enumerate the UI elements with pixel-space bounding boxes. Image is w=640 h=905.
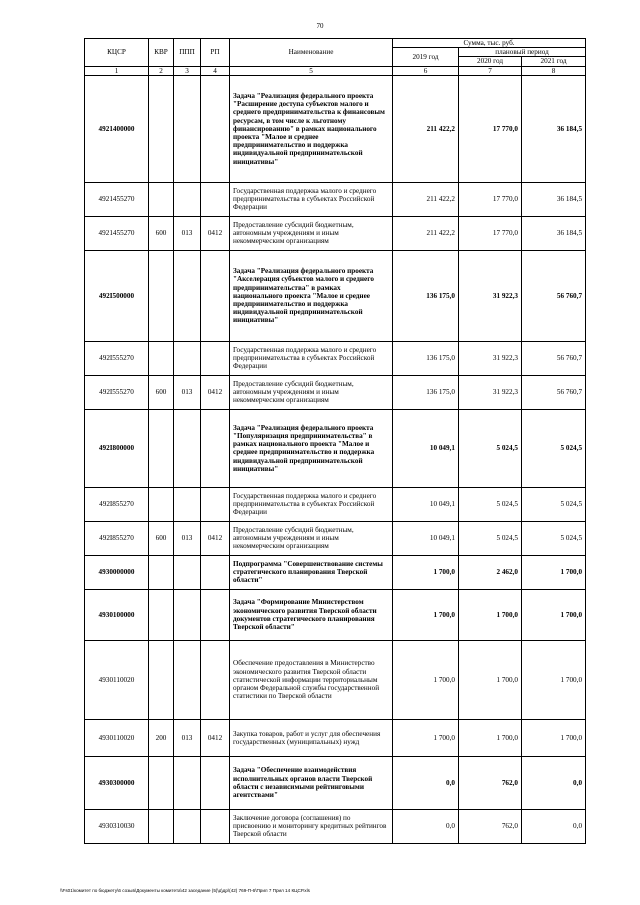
cell-v2021: 56 760,7: [522, 250, 586, 341]
cell-kcsr: 4930300000: [85, 756, 149, 809]
cell-ppp: [174, 341, 201, 375]
cell-rp: 0412: [201, 719, 230, 756]
table-row: [85, 487, 586, 521]
cell-kcsr: 492I500000: [85, 250, 149, 341]
header-kvr: КВР: [149, 39, 174, 67]
cell-kvr: [149, 341, 174, 375]
cell-v2019: 136 175,0: [393, 341, 459, 375]
cell-v2019: 10 049,1: [393, 487, 459, 521]
cell-name: Предоставление субсидий бюджетным, автономным учреждениям и иным некоммерческим организациям: [230, 216, 393, 250]
cell-kvr: 600: [149, 375, 174, 409]
cell-v2019: 0,0: [393, 756, 459, 809]
table-row: [85, 409, 586, 487]
cell-v2021: 1 700,0: [522, 555, 586, 589]
cell-v2019: 136 175,0: [393, 250, 459, 341]
table-row: [85, 719, 586, 756]
cell-kvr: 600: [149, 521, 174, 555]
cell-name: Задача "Формирование Министерством экономического развития Тверской области документов стратегического планирования Тверской области": [230, 589, 393, 640]
table-row: [85, 182, 586, 216]
col-num-4: 4: [201, 66, 230, 75]
cell-v2020: 5 024,5: [459, 487, 522, 521]
cell-rp: [201, 487, 230, 521]
cell-kcsr: 4921455270: [85, 182, 149, 216]
cell-kvr: [149, 75, 174, 182]
cell-kcsr: 4921400000: [85, 75, 149, 182]
cell-v2020: 1 700,0: [459, 589, 522, 640]
cell-rp: [201, 555, 230, 589]
cell-kcsr: 4930000000: [85, 555, 149, 589]
cell-v2019: 211 422,2: [393, 216, 459, 250]
cell-ppp: [174, 589, 201, 640]
col-num-2: 2: [149, 66, 174, 75]
cell-rp: [201, 409, 230, 487]
table-row: [85, 216, 586, 250]
cell-v2019: 136 175,0: [393, 375, 459, 409]
cell-name: Заключение договора (соглашения) по присвоению и мониторингу кредитных рейтингов Тверской области: [230, 809, 393, 843]
cell-ppp: [174, 75, 201, 182]
cell-kcsr: 492I555270: [85, 375, 149, 409]
cell-kcsr: 492I555270: [85, 341, 149, 375]
cell-v2019: 211 422,2: [393, 75, 459, 182]
cell-ppp: [174, 250, 201, 341]
cell-name: Государственная поддержка малого и среднего предпринимательства в субъектах Российской Федерации: [230, 487, 393, 521]
cell-v2021: 36 184,5: [522, 75, 586, 182]
cell-kvr: [149, 640, 174, 719]
file-path-footer: \\Fs01\комитет по бюджету\6 созыв\Документы комитета\42 заседание (5)\д\др\(42) 769-П-6\Прил 7 Прил 14 КЦСР.xls: [60, 888, 310, 893]
cell-v2021: 1 700,0: [522, 589, 586, 640]
table-row: [85, 756, 586, 809]
cell-ppp: [174, 182, 201, 216]
cell-rp: [201, 640, 230, 719]
cell-rp: [201, 341, 230, 375]
cell-v2020: 2 462,0: [459, 555, 522, 589]
cell-name: Задача "Реализация федерального проекта "Акселерация субъектов малого и среднего предпринимательства" в рамках национального проекта "Малое и среднее предпринимательство и поддержка индивидуальной предпринимательской инициативы": [230, 250, 393, 341]
col-num-7: 7: [459, 66, 522, 75]
cell-name: Государственная поддержка малого и среднего предпринимательства в субъектах Российской Федерации: [230, 182, 393, 216]
cell-v2019: 10 049,1: [393, 409, 459, 487]
table-row: [85, 589, 586, 640]
cell-v2021: 56 760,7: [522, 375, 586, 409]
cell-ppp: [174, 640, 201, 719]
table-row: [85, 375, 586, 409]
cell-v2020: 17 770,0: [459, 75, 522, 182]
cell-kvr: [149, 589, 174, 640]
table-row: [85, 75, 586, 182]
cell-v2019: 1 700,0: [393, 640, 459, 719]
cell-kcsr: 4930110020: [85, 640, 149, 719]
cell-name: Задача "Реализация федерального проекта "Расширение доступа субъектов малого и среднего предпринимательства к финансовым ресурсам, в том числе к льготному финансированию" в рамках национального проекта "Малое и среднее предпринимательство и поддержка индивидуальной предпринимательской инициативы": [230, 75, 393, 182]
cell-name: Закупка товаров, работ и услуг для обеспечения государственных (муниципальных) нужд: [230, 719, 393, 756]
cell-kvr: [149, 487, 174, 521]
header-year-2019: 2019 год: [393, 48, 459, 66]
cell-v2020: 31 922,3: [459, 341, 522, 375]
cell-v2021: 36 184,5: [522, 182, 586, 216]
page-number: 70: [316, 22, 324, 30]
cell-kvr: 600: [149, 216, 174, 250]
cell-rp: [201, 250, 230, 341]
cell-rp: [201, 182, 230, 216]
cell-name: Задача "Реализация федерального проекта "Популяризация предпринимательства" в рамках национального проекта "Малое и среднее предпринимательство и поддержка индивидуальной предпринимательской инициативы": [230, 409, 393, 487]
cell-ppp: 013: [174, 216, 201, 250]
cell-ppp: [174, 809, 201, 843]
cell-kcsr: 492I855270: [85, 487, 149, 521]
cell-kcsr: 4930110020: [85, 719, 149, 756]
cell-v2021: 56 760,7: [522, 341, 586, 375]
table-row: [85, 555, 586, 589]
cell-name: Задача "Обеспечение взаимодействия исполнительных органов власти Тверской области с независимыми рейтинговыми агентствами": [230, 756, 393, 809]
cell-v2020: 17 770,0: [459, 216, 522, 250]
cell-v2019: 10 049,1: [393, 521, 459, 555]
cell-v2021: 1 700,0: [522, 640, 586, 719]
cell-v2021: 0,0: [522, 809, 586, 843]
cell-rp: 0412: [201, 216, 230, 250]
cell-rp: [201, 756, 230, 809]
cell-name: Предоставление субсидий бюджетным, автономным учреждениям и иным некоммерческим организациям: [230, 521, 393, 555]
col-num-8: 8: [522, 66, 586, 75]
cell-ppp: [174, 555, 201, 589]
cell-v2020: 1 700,0: [459, 719, 522, 756]
header-year-2021: 2021 год: [522, 57, 586, 66]
cell-kcsr: 492I855270: [85, 521, 149, 555]
cell-rp: [201, 809, 230, 843]
cell-rp: [201, 75, 230, 182]
cell-kvr: [149, 182, 174, 216]
cell-kvr: [149, 409, 174, 487]
cell-ppp: 013: [174, 719, 201, 756]
cell-v2021: 5 024,5: [522, 409, 586, 487]
header-year-2020: 2020 год: [459, 57, 522, 66]
cell-kvr: [149, 756, 174, 809]
cell-v2020: 5 024,5: [459, 521, 522, 555]
header-kcsr: КЦСР: [85, 39, 149, 67]
cell-ppp: [174, 756, 201, 809]
col-num-3: 3: [174, 66, 201, 75]
cell-kvr: 200: [149, 719, 174, 756]
cell-name: Государственная поддержка малого и среднего предпринимательства в субъектах Российской Федерации: [230, 341, 393, 375]
cell-v2021: 5 024,5: [522, 521, 586, 555]
cell-name: Предоставление субсидий бюджетным, автономным учреждениям и иным некоммерческим организациям: [230, 375, 393, 409]
cell-v2019: 211 422,2: [393, 182, 459, 216]
cell-ppp: 013: [174, 375, 201, 409]
cell-kcsr: 4930310030: [85, 809, 149, 843]
cell-v2020: 31 922,3: [459, 375, 522, 409]
cell-rp: [201, 589, 230, 640]
header-rp: РП: [201, 39, 230, 67]
cell-v2019: 1 700,0: [393, 719, 459, 756]
col-num-5: 5: [230, 66, 393, 75]
cell-v2019: 1 700,0: [393, 589, 459, 640]
cell-name: Обеспечение предоставления в Министерство экономического развития Тверской области статистической информации территориальным органом Федеральной службы государственной статистики по Тверской области: [230, 640, 393, 719]
cell-name: Подпрограмма "Совершенствование системы стратегического планирования Тверской области": [230, 555, 393, 589]
table-row: [85, 809, 586, 843]
cell-kvr: [149, 809, 174, 843]
cell-ppp: [174, 409, 201, 487]
cell-rp: 0412: [201, 375, 230, 409]
cell-v2020: 762,0: [459, 809, 522, 843]
header-sum: Сумма, тыс. руб.: [393, 39, 586, 48]
cell-v2020: 762,0: [459, 756, 522, 809]
cell-kvr: [149, 555, 174, 589]
table-row: [85, 521, 586, 555]
header-ppp: ППП: [174, 39, 201, 67]
cell-v2019: 0,0: [393, 809, 459, 843]
cell-ppp: 013: [174, 521, 201, 555]
cell-kcsr: 4930100000: [85, 589, 149, 640]
col-num-6: 6: [393, 66, 459, 75]
cell-v2020: 5 024,5: [459, 409, 522, 487]
cell-v2021: 0,0: [522, 756, 586, 809]
header-plan-period: плановый период: [459, 48, 586, 57]
table-row: [85, 640, 586, 719]
cell-v2020: 31 922,3: [459, 250, 522, 341]
budget-table: [84, 38, 586, 844]
cell-kcsr: 4921455270: [85, 216, 149, 250]
cell-v2020: 17 770,0: [459, 182, 522, 216]
cell-ppp: [174, 487, 201, 521]
header-name: Наименование: [230, 39, 393, 67]
table-row: [85, 341, 586, 375]
cell-v2020: 1 700,0: [459, 640, 522, 719]
col-num-1: 1: [85, 66, 149, 75]
table-row: [85, 250, 586, 341]
cell-v2019: 1 700,0: [393, 555, 459, 589]
cell-rp: 0412: [201, 521, 230, 555]
cell-kcsr: 492I800000: [85, 409, 149, 487]
cell-v2021: 1 700,0: [522, 719, 586, 756]
cell-v2021: 5 024,5: [522, 487, 586, 521]
cell-kvr: [149, 250, 174, 341]
cell-v2021: 36 184,5: [522, 216, 586, 250]
